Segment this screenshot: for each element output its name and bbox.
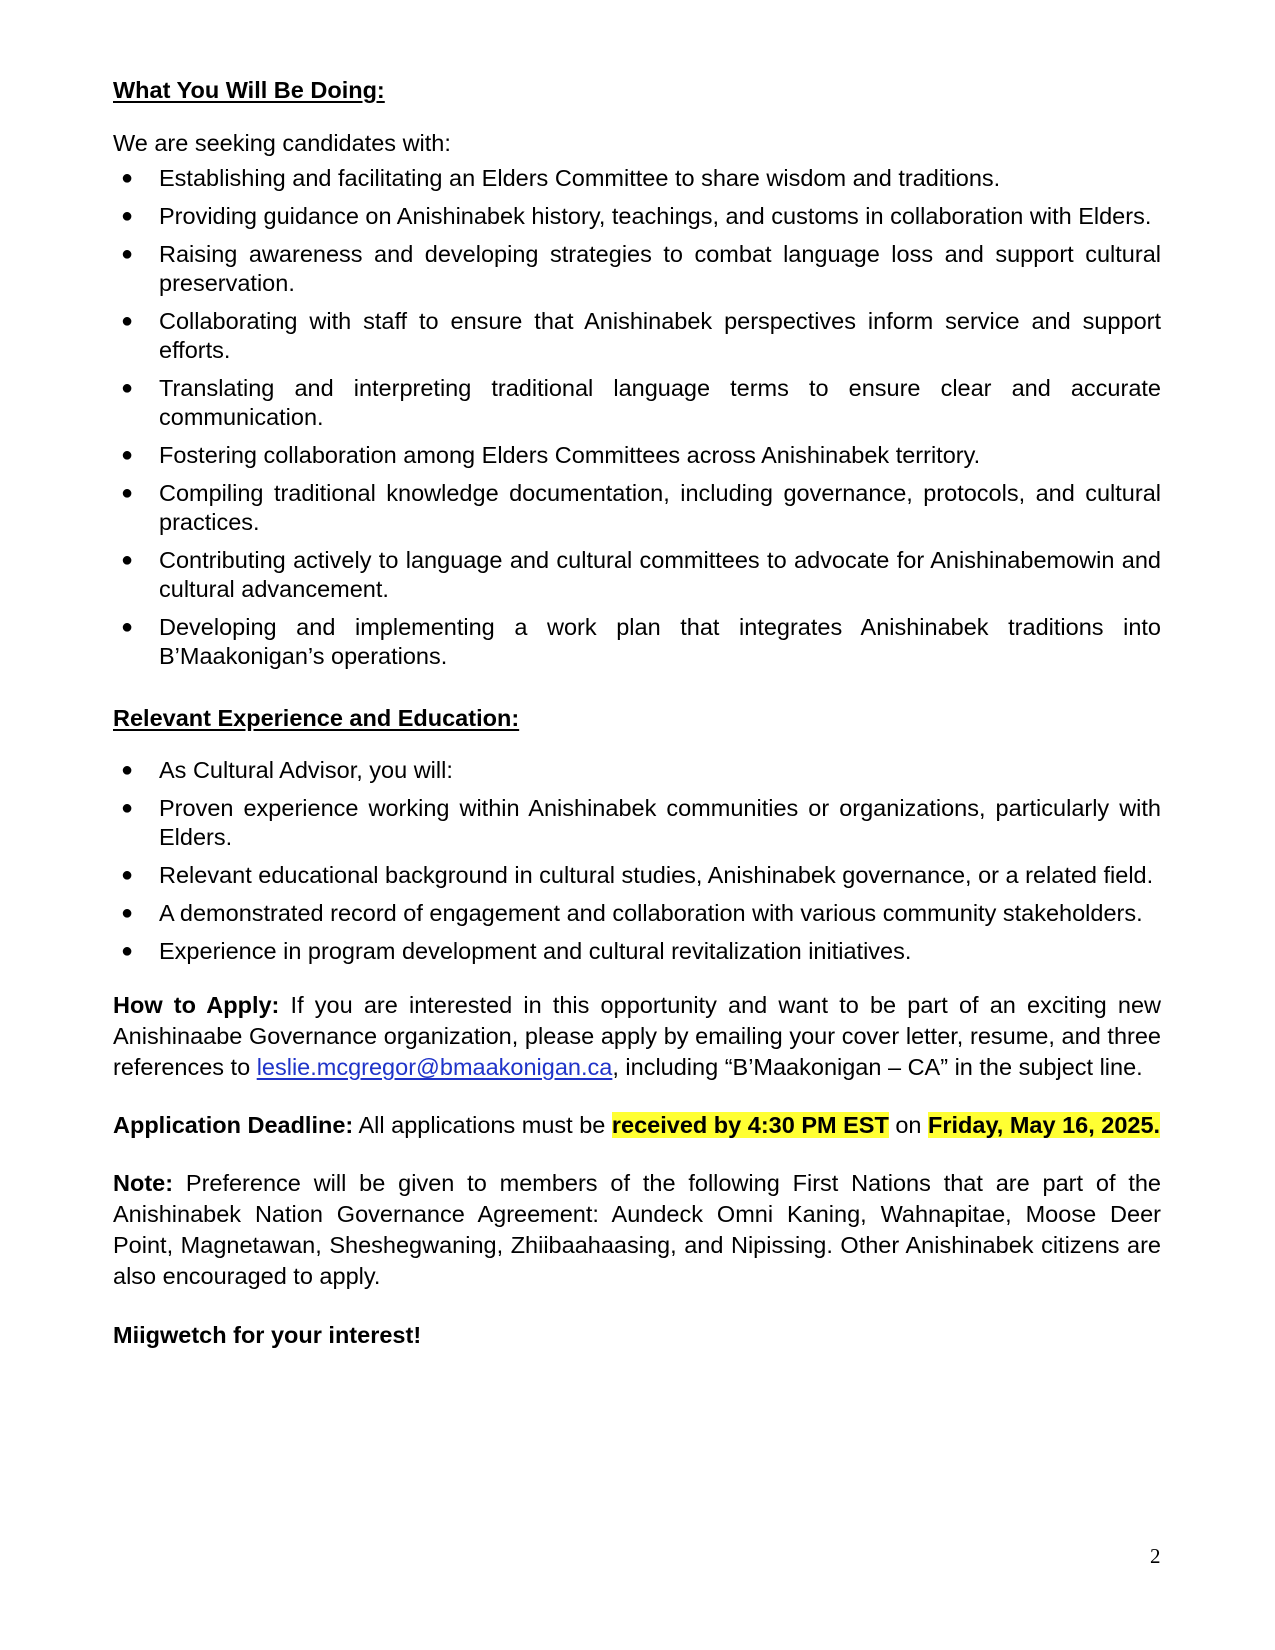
apply-email-link[interactable]: leslie.mcgregor@bmaakonigan.ca <box>256 1054 613 1080</box>
how-to-apply-text: If you are interested in this opportunity and want to be part of an exciting new Anishinaabe Governance organization, please apply by emailing your cover letter, resume, and three references to <box>113 992 1161 1080</box>
list-item: ● Developing and implementing a work plan that integrates Anishinabek traditions into B’Maakonigan’s operations. <box>121 614 1161 669</box>
bullet-icon: ● <box>121 377 134 399</box>
document-page <box>113 72 1161 1351</box>
bullet-icon: ● <box>121 205 134 227</box>
bullet-icon: ● <box>121 482 134 504</box>
section-heading-experience: Relevant Experience and Education: <box>113 705 520 731</box>
bullet-icon: ● <box>121 940 134 962</box>
duties-intro: We are seeking candidates with: <box>113 130 451 156</box>
bullet-icon: ● <box>121 797 134 819</box>
deadline-label: Application Deadline: <box>113 1112 354 1138</box>
bullet-icon: ● <box>121 310 134 332</box>
deadline-date-highlight: Friday, May 16, 2025. <box>928 1112 1161 1138</box>
list-item: ● Fostering collaboration among Elders Committees across Anishinabek territory. <box>121 442 981 468</box>
bullet-icon: ● <box>121 243 134 265</box>
deadline-text: All applications must be <box>353 1112 612 1138</box>
note-text: Preference will be given to members of the following First Nations that are part of the Anishinabek Nation Governance Agreement: Aundeck Omni Kaning, Wahnapitae, Moose Deer Point, Magnetawan, Sheshegwaning, Zhiibaahaasing, and Nipissing. Other Anishinabek citizens are also encouraged to apply. <box>113 1170 1161 1289</box>
list-item: ● Collaborating with staff to ensure that Anishinabek perspectives inform service and support efforts. <box>121 308 1161 363</box>
note-paragraph <box>113 1168 1161 1292</box>
list-item: ● Raising awareness and developing strategies to combat language loss and support cultural preservation. <box>121 241 1161 296</box>
bullet-icon: ● <box>121 444 134 466</box>
bullet-icon: ● <box>121 549 134 571</box>
deadline-time-highlight: received by 4:30 PM EST <box>611 1112 889 1138</box>
deadline-paragraph <box>113 1110 1161 1141</box>
how-to-apply-text-end: , including “B’Maakonigan – CA” in the subject line. <box>612 1054 1143 1080</box>
note-label: Note: <box>113 1170 174 1196</box>
page-number: 2 <box>1150 1544 1161 1568</box>
list-item: ● Compiling traditional knowledge documentation, including governance, protocols, and cultural practices. <box>121 480 1161 535</box>
duties-list <box>113 164 1161 671</box>
list-item: ● As Cultural Advisor, you will: <box>121 757 453 783</box>
section-heading-duties: What You Will Be Doing: <box>113 77 385 103</box>
bullet-icon: ● <box>121 167 134 189</box>
bullet-icon: ● <box>121 616 134 638</box>
list-item: ● A demonstrated record of engagement and collaboration with various community stakeholders. <box>121 900 1143 926</box>
bullet-icon: ● <box>121 759 134 781</box>
list-item: ● Providing guidance on Anishinabek history, teachings, and customs in collaboration with Elders. <box>121 203 1152 229</box>
how-to-apply-paragraph <box>113 990 1161 1083</box>
bullet-icon: ● <box>121 902 134 924</box>
deadline-text-mid: on <box>888 1112 928 1138</box>
list-item: ● Establishing and facilitating an Elders Committee to share wisdom and traditions. <box>121 165 1001 191</box>
list-item: ● Contributing actively to language and cultural committees to advocate for Anishinabemowin and cultural advancement. <box>121 547 1161 602</box>
list-item: ● Translating and interpreting traditional language terms to ensure clear and accurate communication. <box>121 375 1161 430</box>
list-item: ● Proven experience working within Anishinabek communities or organizations, particularly with Elders. <box>121 795 1161 850</box>
closing-line: Miigwetch for your interest! <box>113 1322 422 1348</box>
how-to-apply-label: How to Apply: <box>113 992 280 1018</box>
bullet-icon: ● <box>121 864 134 886</box>
experience-list <box>113 756 1161 966</box>
list-item: ● Experience in program development and cultural revitalization initiatives. <box>121 938 912 964</box>
list-item: ● Relevant educational background in cultural studies, Anishinabek governance, or a related field. <box>121 862 1154 888</box>
